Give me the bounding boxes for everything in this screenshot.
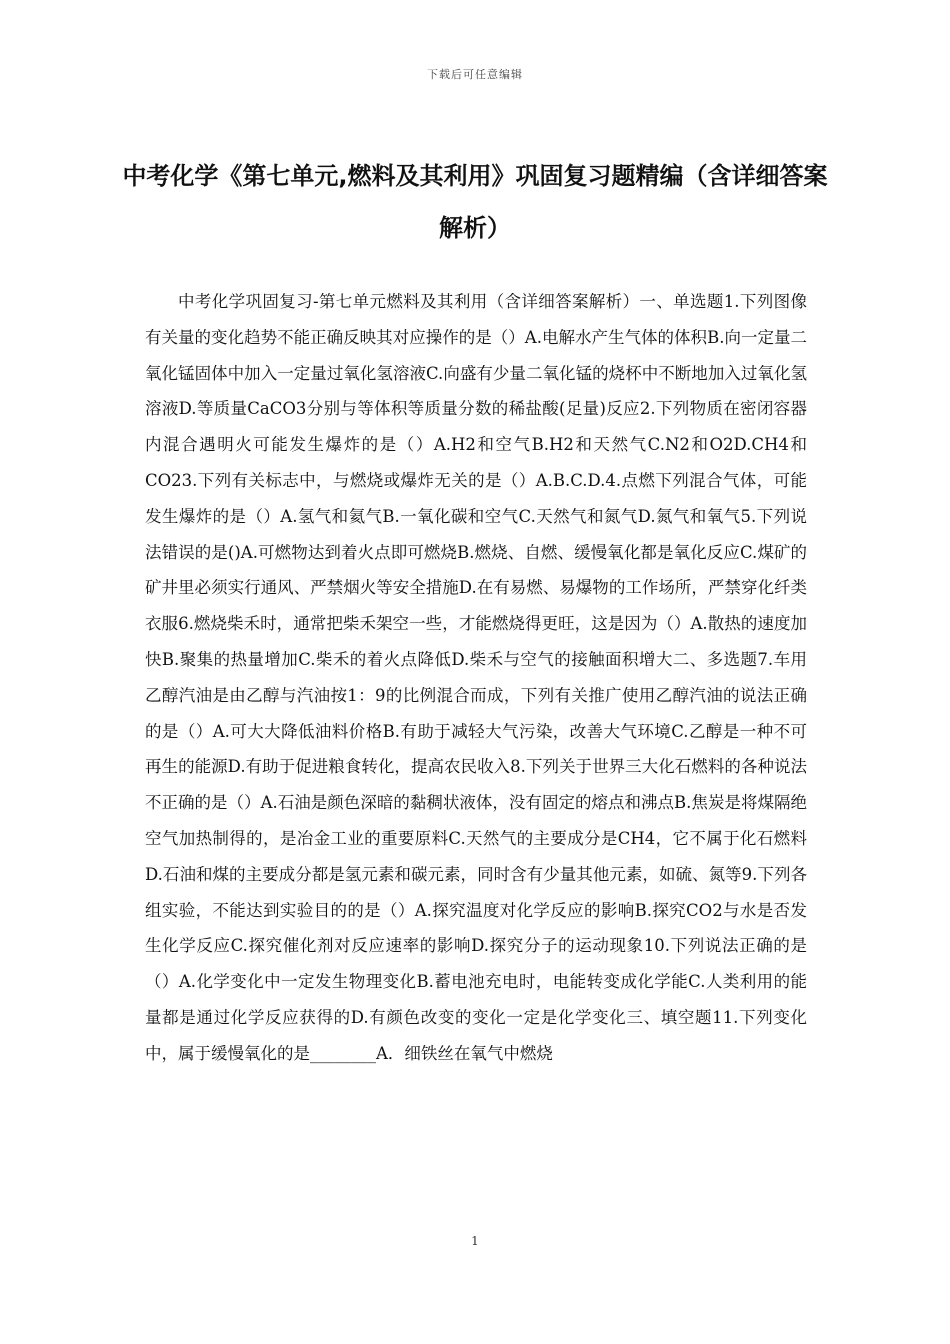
document-body: 中考化学巩固复习-第七单元燃料及其利用（含详细答案解析）一、单选题1.下列图像有关量的变化趋势不能正确反映其对应操作的是（）A.电解水产生气体的体积B.向一定量二氧化锰固体中加入一定量过氧化氢溶液C.向盛有少量二氧化锰的烧杯中不断地加入过氧化氢溶液D.等质量CaCO3分别与等体积等质量分数的稀盐酸(足量)反应2.下列物质在密闭容器内混合遇明火可能发生爆炸的是（）A.H2和空气B.H2和天然气C.N2和O2D.CH4和CO23.下列有关标志中，与燃烧或爆炸无关的是（）A.B.C.D.4.点燃下列混合气体，可能发生爆炸的是（）A.氢气和氦气B.一氧化碳和空气C.天然气和氮气D.氮气和氧气5.下列说法错误的是()A.可燃物达到着火点即可燃烧B.燃烧、自燃、缓慢氧化都是氧化反应C.煤矿的矿井里必须实行通风、严禁烟火等安全措施D.在有易燃、易爆物的工作场所，严禁穿化纤类衣服6.燃烧柴禾时，通常把柴禾架空一些，才能燃烧得更旺，这是因为（）A.散热的速度加快B.聚集的热量增加C.柴禾的着火点降低D.柴禾与空气的接触面积增大二、多选题7.车用乙醇汽油是由乙醇与汽油按1：9的比例混合而成，下列有关推广使用乙醇汽油的说法正确的是（）A.可大大降低油料价格B.有助于减轻大气污染，改善大气环境C.乙醇是一种不可再生的能源D.有助于促进粮食转化，提高农民收入8.下列关于世界三大化石燃料的各种说法不正确的是（）A.石油是颜色深暗的黏稠状液体，没有固定的熔点和沸点B.焦炭是将煤隔绝空气加热制得的，是冶金工业的重要原料C.天然气的主要成分是CH4，它不属于化石燃料D.石油和煤的主要成分都是氢元素和碳元素，同时含有少量其他元素，如硫、氮等9.下列各组实验，不能达到实验目的的是（）A.探究温度对化学反应的影响B.探究CO2与水是否发生化学反应C.探究催化剂对反应速率的影响D.探究分子的运动现象10.下列说法正确的是（）A.化学变化中一定发生物理变化B.蓄电池充电时，电能转变成化学能C.人类利用的能量都是通过化学反应获得的D.有颜色改变的变化一定是化学变化三、填空题11.下列变化中，属于缓慢氧化的是________A．细铁丝在氧气中燃烧 — [145, 292, 807, 1063]
page-number: 1 — [471, 1234, 479, 1248]
document-title: 中考化学《第七单元,燃料及其利用》巩固复习题精编（含详细答案解析） — [122, 162, 828, 242]
header-note: 下载后可任意编辑 — [427, 68, 523, 81]
